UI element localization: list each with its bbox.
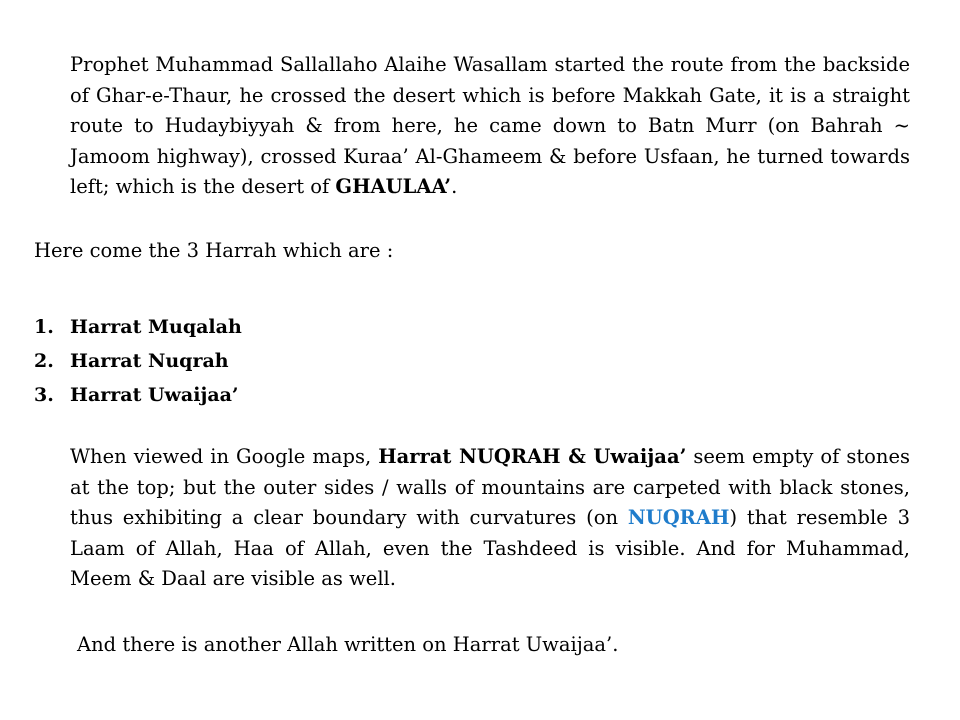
maps-text-3: ) that resemble 3 Laam of Allah, Haa of Allah, even the Tashdeed is visible. And for Muhammad, Meem & Daal are visible as well. bbox=[70, 506, 910, 590]
harrat-emphasis: Harrat NUQRAH & Uwaijaa’ bbox=[378, 445, 687, 468]
intro-text: Prophet Muhammad Sallallaho Alaihe Wasallam started the route from the backside of Ghar-e-Thaur, he crossed the desert which is before Makkah Gate, it is a straight route to Hudaybiyyah & from here, he came down to Batn Murr (on Bahrah ~ Jamoom highway), crossed Kuraa’ Al-Ghameem & before Usfaan, he turned towards left; which is the desert of bbox=[70, 53, 910, 198]
list-label: Harrat Nuqrah bbox=[70, 350, 229, 372]
nuqrah-highlight: NUQRAH bbox=[627, 506, 730, 529]
intro-paragraph bbox=[70, 50, 910, 203]
list-number: 1. bbox=[34, 316, 54, 338]
list-label: Harrat Muqalah bbox=[70, 316, 242, 338]
ghaulaa-emphasis: GHAULAA’ bbox=[335, 175, 452, 198]
list-item bbox=[34, 344, 242, 378]
maps-text-2: seem empty of stones at the top; but the outer sides / walls of mountains are carpeted with black stones, thus exhibiting a clear boundary with curvatures (on bbox=[70, 445, 911, 529]
harrah-list bbox=[34, 310, 242, 412]
harrah-lead: Here come the 3 Harrah which are : bbox=[34, 239, 394, 262]
maps-text-1: When viewed in Google maps, bbox=[70, 445, 379, 468]
list-number: 3. bbox=[34, 384, 54, 406]
google-maps-paragraph bbox=[70, 442, 910, 595]
list-item bbox=[34, 310, 242, 344]
closing-paragraph: And there is another Allah written on Harrat Uwaijaa’. bbox=[77, 633, 619, 656]
list-number: 2. bbox=[34, 350, 54, 372]
intro-end: . bbox=[451, 175, 458, 198]
list-item bbox=[34, 378, 242, 412]
list-label: Harrat Uwaijaa’ bbox=[70, 384, 239, 406]
